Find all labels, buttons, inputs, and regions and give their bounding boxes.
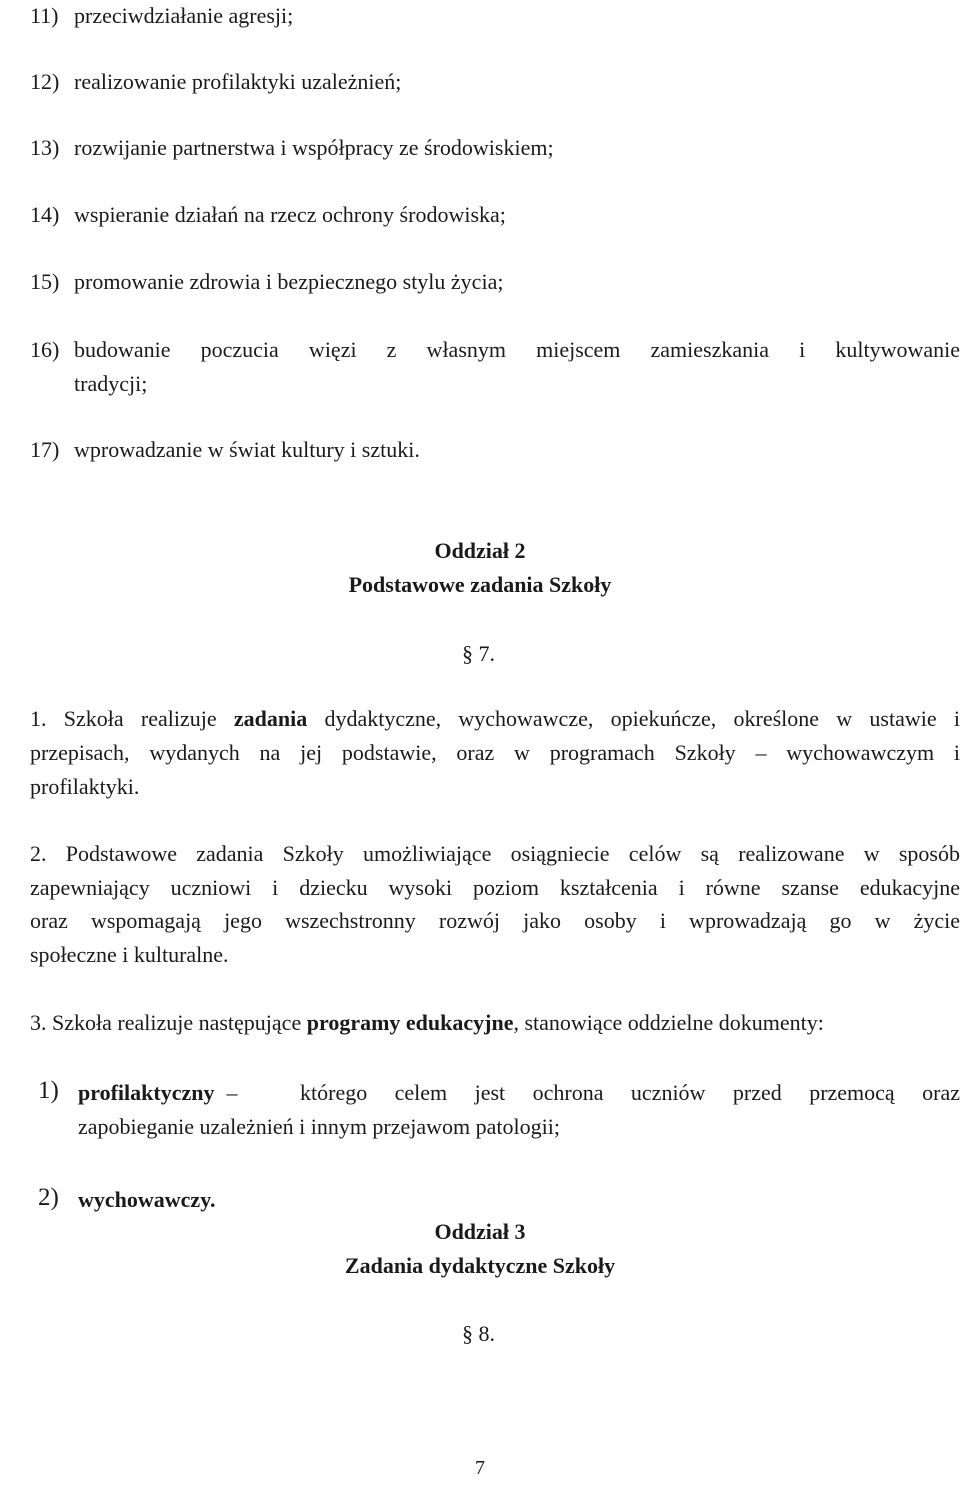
section-subtitle: Zadania dydaktyczne Szkoły [344,1253,616,1278]
list-text: wprowadzanie w świat kultury i sztuki. [74,437,420,462]
list-text: realizowanie profilaktyki uzależnień; [74,69,402,94]
list-number: 13) [30,135,60,160]
paragraph-1-line3: profilaktyki. [30,774,140,799]
list-item-13 [30,134,554,162]
list-item-16-line2: tradycji; [74,371,148,396]
list-item-16-number [30,336,74,364]
list-number: 17) [30,437,60,462]
list-text: wspieranie działań na rzecz ochrony środowiska; [74,202,506,227]
list-number: 12) [30,69,60,94]
list-item-11 [30,2,293,30]
section-title: Oddział 2 [434,538,526,563]
list-item-15 [30,268,503,296]
list-number: 1) [38,1077,59,1104]
list-number: 16) [30,337,60,362]
paragraph-2-line3: oraz wspomagają jego wszechstronny rozwój jako osoby i wprowadzają go w życie [30,908,960,933]
program-2-label [78,1186,215,1214]
program-2-number [38,1184,59,1212]
section-subtitle: Podstawowe zadania Szkoły [348,572,612,597]
program-1-label [78,1079,237,1107]
program-name: wychowawczy. [78,1187,216,1212]
paragraph-2-line2: zapewniający uczniowi i dziecku wysoki poziom kształcenia i równe szanse edukacyjne [30,875,960,900]
paragraph-mark: § 8. [462,1321,495,1346]
program-dash: – [226,1080,238,1105]
list-item-14 [30,201,506,229]
program-name: profilaktyczny [78,1080,215,1105]
list-number: 2) [38,1184,59,1211]
list-number: 15) [30,269,60,294]
program-1-line2: zapobieganie uzależnień i innym przejawom patologii; [78,1114,560,1139]
list-item-12 [30,68,401,96]
list-number: 14) [30,202,60,227]
program-1-number [38,1077,59,1105]
list-item-16-line1: budowanie poczucia więzi z własnym miejscem zamieszkania i kultywowanie [74,337,960,362]
program-1-line1-rest: którego celem jest ochrona uczniów przed przemocą oraz [300,1080,960,1105]
paragraph-bold: zadania [233,706,308,731]
paragraph-mark: § 7. [462,641,495,666]
paragraph-text: , stanowiące oddzielne dokumenty: [513,1010,824,1035]
page-number: 7 [475,1457,485,1479]
paragraph-1-line2: przepisach, wydanych na jej podstawie, oraz w programach Szkoły – wychowawczym i [30,740,960,765]
paragraph-3 [30,1009,824,1037]
list-text: rozwijanie partnerstwa i współpracy ze środowiskiem; [74,135,554,160]
list-item-17 [30,436,420,464]
paragraph-text: Szkoła realizuje [63,706,234,731]
paragraph-2-line4: społeczne i kulturalne. [30,942,229,967]
paragraph-number: 2. [30,841,47,866]
paragraph-number: 3. [30,1010,47,1035]
list-text: promowanie zdrowia i bezpiecznego stylu życia; [74,269,504,294]
paragraph-2-line1 [30,840,960,868]
paragraph-text: dydaktyczne, wychowawcze, opiekuńcze, określone w ustawie i [307,706,960,731]
paragraph-1-line1 [30,705,960,733]
section-title: Oddział 3 [434,1219,526,1244]
list-number: 11) [30,3,59,28]
list-text: przeciwdziałanie agresji; [74,3,294,28]
paragraph-text: Podstawowe zadania Szkoły umożliwiające osiągniecie celów są realizowane w sposób [65,841,960,866]
paragraph-bold: programy edukacyjne [306,1010,514,1035]
paragraph-text: Szkoła realizuje następujące [52,1010,307,1035]
paragraph-number: 1. [30,706,47,731]
